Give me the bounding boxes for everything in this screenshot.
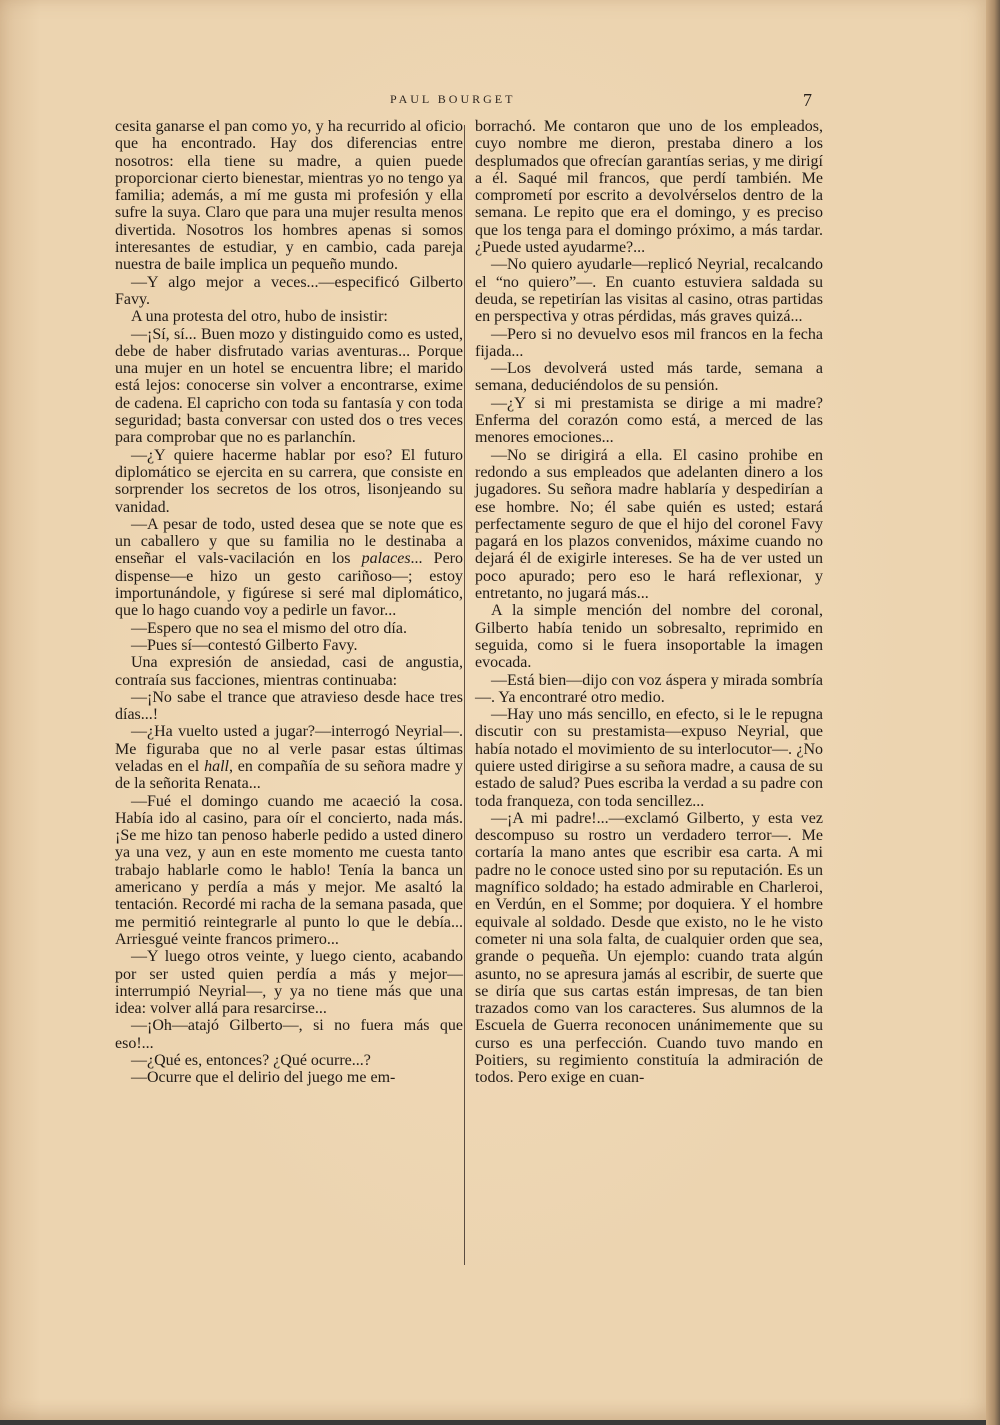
paragraph: —¡Oh—atajó Gilberto—, si no fuera más que eso!... [115, 1017, 463, 1052]
paragraph: —¡No sabe el trance que atravieso desde hace tres días...! [115, 688, 463, 724]
paragraph: —¿Ha vuelto usted a jugar?—interrogó Neyrial—. Me figuraba que no al verle pasar estas últimas veladas en el hall, en compañía de su señora madre y de la señorita Renata... [115, 723, 463, 793]
page-edge [986, 0, 1000, 1425]
paragraph: —Y algo mejor a veces...—especificó Gilberto Favy. [115, 273, 463, 308]
paragraph: —Ocurre que el delirio del juego me em- [131, 1069, 396, 1087]
paragraph: —¡Sí, sí... Buen mozo y distinguido como es usted, debe de haber disfrutado varias aventuras... Porque una mujer en un hotel se encuentra libre; el marido está lejos: conocerse sin volver a encontrarse, exime de cadena. El capricho con toda su fantasía y con toda seguridad; basta conversar con usted dos o tres veces para comprobar que no es parlanchín. [115, 325, 463, 447]
page-header [0, 90, 990, 112]
paragraph: —Está bien—dijo con voz áspera y mirada sombría—. Ya encontraré otro medio. [475, 671, 823, 706]
paragraph: —¿Y si mi prestamista se dirige a mi madre? Enferma del corazón como está, a merced de las menores emociones... [475, 394, 823, 447]
paragraph: A una protesta del otro, hubo de insistir: [131, 308, 388, 326]
paragraph: borrachó. Me contaron que uno de los empleados, cuyo nombre me dieron, prestaba dinero a los desplumados que ofrecían garantías serias, y me dirigí a él. Saqué mil francos, que perdí también. Me comprometí por escrito a devolvérselos dentro de la semana. Le repito que era el domingo, y es preciso que los tenga para el domingo próximo, a más tardar. ¿Puede usted ayudarme?... [475, 118, 823, 257]
paragraph: —No se dirigirá a ella. El casino prohibe en redondo a sus empleados que adelanten dinero a los jugadores. Su señora madre hablaría y despedirían a ese hombre. No; él sabe quién es usted; estará perfectamente seguro de que el hijo del coronel Favy pagará en los plazos convenidos, máxime cuando no dejará él de exigirle intereses. Se ha de ver usted un poco apurado; pero eso le hará reflexionar, y entretanto, no jugará más... [475, 446, 823, 603]
paragraph: —A pesar de todo, usted desea que se note que es un caballero y que su familia no le destinaba a enseñar el vals-vacilación en los palaces... Pero dispense—e hizo un gesto cariñoso—; estoy importunándole, y figúrese si seré mal diplomático, que lo hago cuando voy a pedirle un favor... [115, 515, 464, 620]
paragraph: —Los devolverá usted más tarde, semana a semana, deduciéndolos de su pensión. [475, 360, 823, 395]
paragraph: —¿Y quiere hacerme hablar por eso? El futuro diplomático se ejercita en su carrera, que consiste en sorprender los secretos de los otros, lisonjeando su vanidad. [115, 446, 463, 516]
paragraph: —Espero que no sea el mismo del otro día. [131, 619, 407, 637]
paragraph: Una expresión de ansiedad, casi de angustia, contraía sus facciones, mientras continuaba: [115, 654, 463, 689]
paragraph: —Y luego otros veinte, y luego ciento, acabando por ser usted quien perdía a más y mejor—interrumpió Neyrial—, y ya no tiene más que una idea: volver allá para resarcirse... [115, 948, 463, 1018]
italic-word: palaces [361, 550, 411, 568]
paragraph: A la simple mención del nombre del coronal, Gilberto había tenido un sobresalto, reprimido en seguida, como si le fuera insoportable la imagen evocada. [475, 602, 823, 672]
paragraph: —Pero si no devuelvo esos mil francos en la fecha fijada... [475, 325, 823, 360]
paragraph: cesita ganarse el pan como yo, y ha recurrido al oficio que ha encontrado. Hay dos diferencias entre nosotros: ella tiene su madre, a quien puede proporcionar cierto bienestar, mientras yo no tengo ya familia; además, a mí me gusta mi profesión y ella sufre la suya. Claro que para una mujer resulta menos divertida. Nosotros los hombres apenas si somos interesantes de estudiar, y en cambio, cada pareja nuestra de baile implica un pequeño mundo. [115, 118, 463, 274]
left-column [115, 118, 463, 1087]
page-number: 7 [803, 90, 812, 110]
right-column [475, 118, 823, 1087]
paragraph: —Fué el domingo cuando me acaeció la cosa. Había ido al casino, para oír el concierto, nada más. ¡Se me hizo tan penoso haberle pedido a usted dinero ya una vez, y aun en este momento me cuesta tanto trabajo hablarle como le hablo! Tenía la banca un americano y perdía a más y mejor. Me asaltó la tentación. Recordé mi racha de la semana pasada, que me permitió reintegrarle al punto lo que le debía... Arriesgué veinte francos primero... [115, 792, 463, 948]
paragraph: —Pues sí—contestó Gilberto Favy. [131, 636, 358, 654]
paragraph: —No quiero ayudarle—replicó Neyrial, recalcando el “no quiero”—. En cuanto estuviera saldada su deuda, se repetirían las visitas al casino, otras partidas en perspectiva y otras pérdidas, más graves quizá... [475, 256, 823, 326]
paragraph: —¡A mi padre!...—exclamó Gilberto, y esta vez descompuso su rostro un verdadero terror—. Me cortaría la mano antes que escribir esa carta. A mi padre no le conoce usted sino por su reputación. Es un magnífico soldado; ha estado admirable en Charleroi, en Verdún, en el Somme; por doquiera. Y el hombre equivale al soldado. Desde que existo, no le he visto cometer ni una sola falta, de cualquier orden que sea, grande o pequeña. Un ejemplo: cuando trata algún asunto, no se apresura jamás al escribir, de suerte que se diría que sus cartas están impresas, de tan bien trazados como van los caracteres. Sus alumnos de la Escuela de Guerra reconocen unánimemente que su curso es una perfección. Cuando tuvo mando en Poitiers, su regimiento constituía la admiración de todos. Pero exige en cuan- [475, 809, 823, 1087]
paragraph: —Hay uno más sencillo, en efecto, si le le repugna discutir con su prestamista—expuso Neyrial, que había notado el movimiento de su interlocutor—. ¿No quiere usted dirigirse a su señora madre, a causa de su estado de salud? Pues escriba la verdad a su padre con toda franqueza, con toda sencillez... [475, 706, 823, 810]
running-head: PAUL BOURGET [390, 92, 516, 106]
column-divider [464, 125, 465, 1265]
italic-word: hall [204, 757, 229, 775]
paragraph: —¿Qué es, entonces? ¿Qué ocurre...? [131, 1052, 371, 1070]
